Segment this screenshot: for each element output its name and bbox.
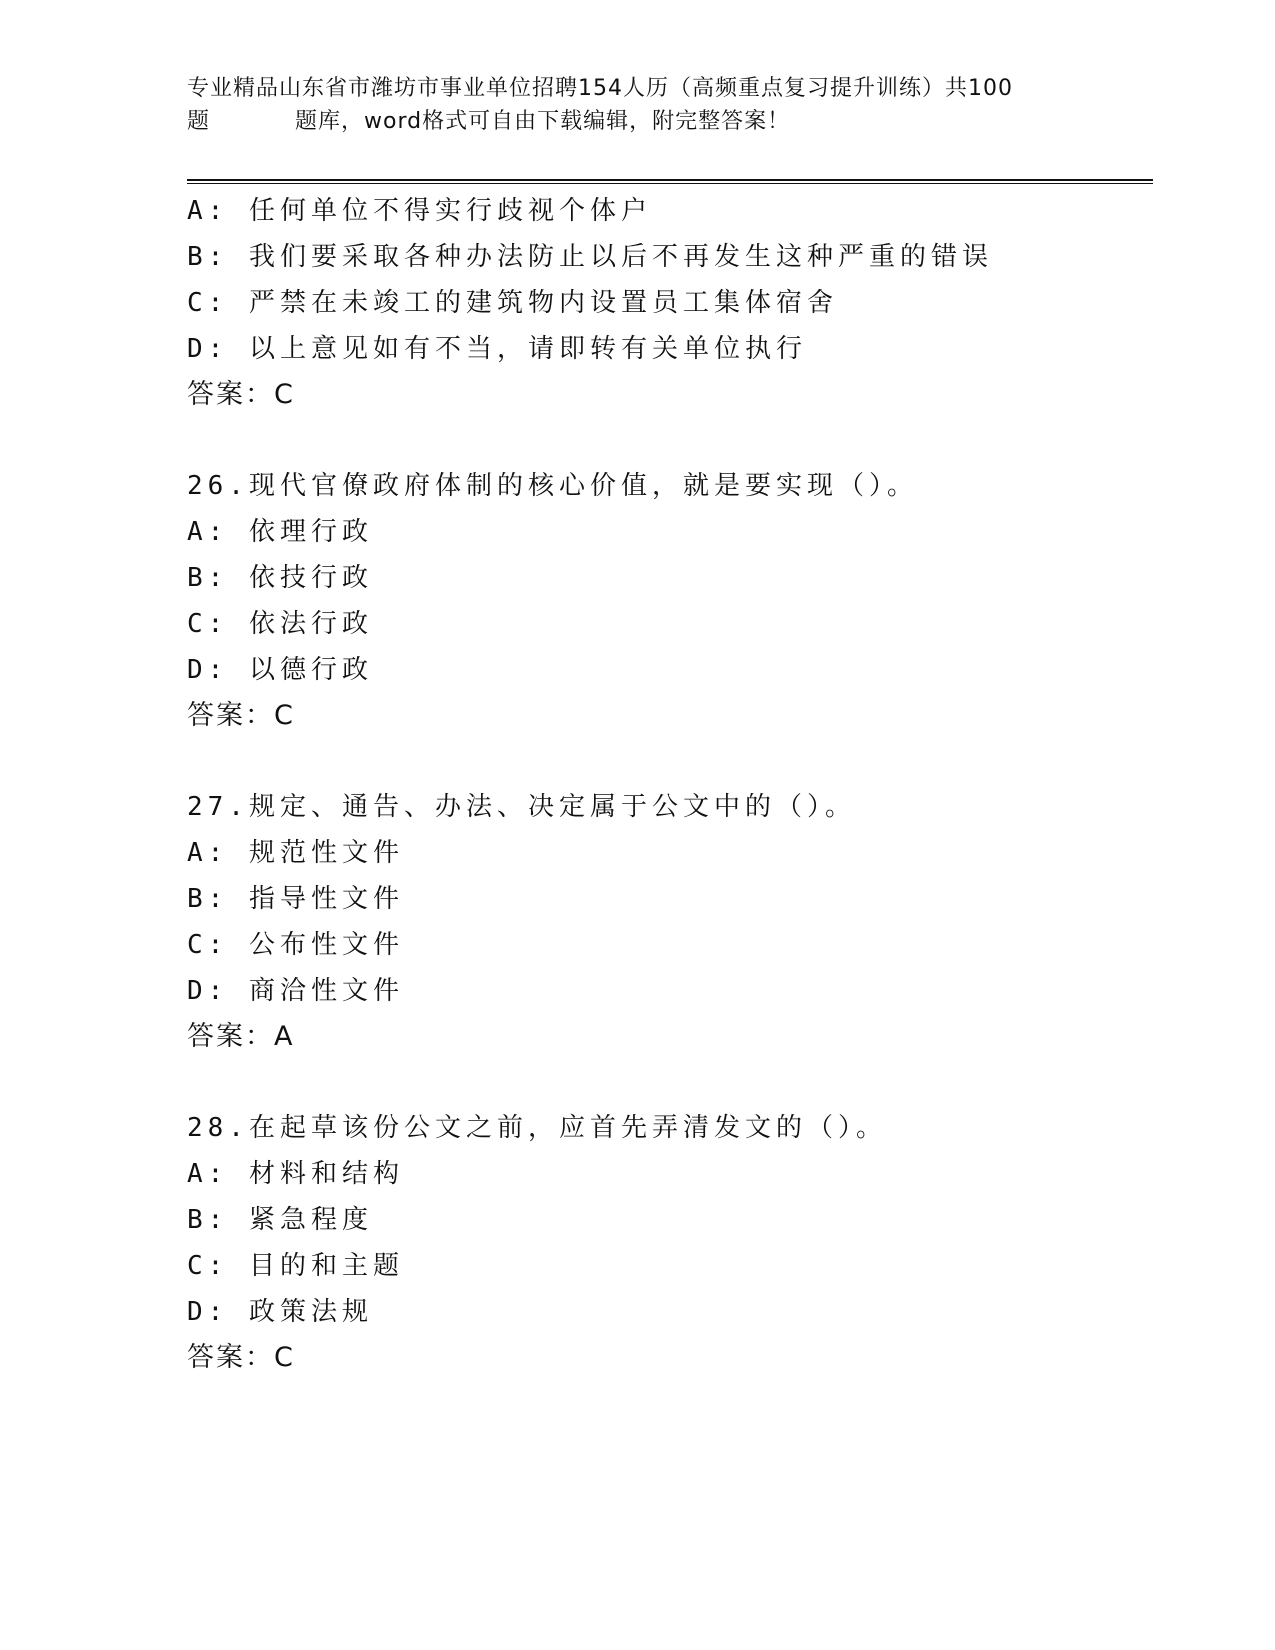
header-title-line1: 专业精品山东省市潍坊市事业单位招聘154人历（高频重点复习提升训练）共100 <box>187 76 1013 101</box>
question-list <box>187 188 1147 1381</box>
option-d: D: 政策法规 <box>187 1297 373 1327</box>
option-a: A: 任何单位不得实行歧视个体户 <box>187 196 652 226</box>
option-b: B: 依技行政 <box>187 563 373 593</box>
option-b: B: 指导性文件 <box>187 884 404 914</box>
question-block <box>187 784 1147 1060</box>
question-block <box>187 463 1147 739</box>
answer-line: 答案：C <box>187 1342 295 1373</box>
answer-line: 答案：C <box>187 700 295 731</box>
question-text: 28.在起草该份公文之前，应首先弄清发文的（）。 <box>187 1113 887 1143</box>
question-text: 27.规定、通告、办法、决定属于公文中的（）。 <box>187 792 856 822</box>
question-block <box>187 1105 1147 1381</box>
header-line2-left: 题 <box>187 109 211 134</box>
answer-line: 答案：C <box>187 379 295 410</box>
option-c: C: 严禁在未竣工的建筑物内设置员工集体宿舍 <box>187 288 838 318</box>
header-divider-thin <box>187 183 1153 184</box>
header-title-line2 <box>187 105 1067 138</box>
option-b: B: 紧急程度 <box>187 1205 373 1235</box>
question-block <box>187 188 1147 418</box>
question-text: 26.现代官僚政府体制的核心价值，就是要实现（）。 <box>187 471 918 501</box>
option-a: A: 依理行政 <box>187 517 373 547</box>
option-b: B: 我们要采取各种办法防止以后不再发生这种严重的错误 <box>187 242 993 272</box>
option-c: C: 公布性文件 <box>187 930 404 960</box>
option-a: A: 材料和结构 <box>187 1159 404 1189</box>
answer-line: 答案：A <box>187 1021 295 1052</box>
option-c: C: 目的和主题 <box>187 1251 404 1281</box>
document-header <box>187 72 1067 138</box>
header-divider-thick <box>187 179 1153 181</box>
option-d: D: 以上意见如有不当，请即转有关单位执行 <box>187 334 807 364</box>
option-a: A: 规范性文件 <box>187 838 404 868</box>
option-d: D: 以德行政 <box>187 655 373 685</box>
option-c: C: 依法行政 <box>187 609 373 639</box>
option-d: D: 商洽性文件 <box>187 976 404 1006</box>
header-line2-right: 题库，word格式可自由下载编辑，附完整答案！ <box>295 109 791 134</box>
